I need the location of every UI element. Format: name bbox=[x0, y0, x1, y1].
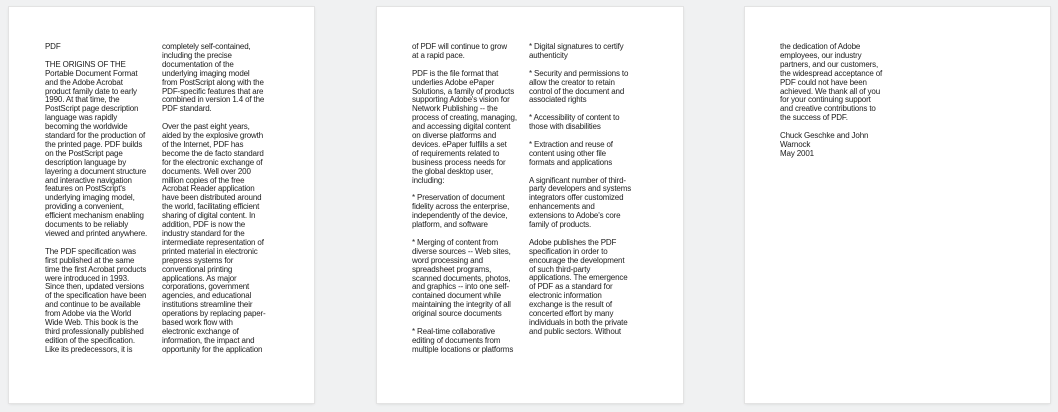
page-2-column-1 bbox=[412, 43, 528, 355]
paragraph: The PDF specification was first published at the same time the first Acrobat products were introduced in 1993. Since then, updated versions of the specification have been and continue to be available from Adobe via the World Wide Web. This book is the third professionally published edition of the specification. Like its predecessors, it is bbox=[45, 246, 147, 354]
paragraph: PDF is the file format that underlies Adobe ePaper Solutions, a family of products supporting Adobe's vision for Network Publishing -- the process of creating, managing, and accessing digital content on diverse platforms and devices. ePaper fulfills a set of requirements related to business process needs for the global desktop user, including: bbox=[412, 68, 517, 185]
paragraph: completely self-contained, including the precise documentation of the underlying imaging model from PostScript along with the PDF-specific features that are combined in version 1.4 of the PDF standard. bbox=[162, 42, 265, 114]
paragraph: the dedication of Adobe employees, our industry partners, and our customers, the widespread acceptance of PDF could not have been achieved. We thank all of you for your continuing support and creative contributions to the success of PDF. bbox=[780, 42, 883, 123]
paragraph: Adobe publishes the PDF specification in order to encourage the development of such third-party applications. The emergence of PDF as a standard for electronic information exchange is the result of concerted effort by many individuals in both the private and public sectors. Without bbox=[529, 237, 628, 336]
bullet-item: * Extraction and reuse of content using other file formats and applications bbox=[529, 139, 613, 167]
paragraph: of PDF will continue to grow at a rapid pace. bbox=[412, 42, 507, 60]
bullet-item: * Merging of content from diverse sources -- Web sites, word processing and spreadsheet programs, scanned documents, photos, and graphics -- into one self- contained document while maintaining the integrity of all original source documents bbox=[412, 237, 511, 319]
bullet-item: * Accessibility of content to those with disabilities bbox=[529, 113, 620, 132]
page-3-column-1 bbox=[780, 43, 898, 159]
paragraph: A significant number of third- party developers and systems integrators offer customized enhancements and extensions to Adobe's core family of products. bbox=[529, 175, 632, 230]
document-page-3 bbox=[745, 7, 1050, 403]
page-1-column-2 bbox=[162, 43, 282, 355]
bullet-item: * Preservation of document fidelity across the enterprise, independently of the device, platform, and software bbox=[412, 193, 510, 230]
signature-block: Chuck Geschke and John Warnock May 2001 bbox=[780, 131, 869, 158]
paragraph: THE ORIGINS OF THE Portable Document Format and the Adobe Acrobat product family date to early 1990. At that time, the PostScript page description language was rapidly becoming the worldwide standard for the production of the printed page. PDF builds on the PostScript page description language by layering a document structure and interactive navigation features on PostScript's underlying imaging model, providing a convenient, efficient mechanism enabling documents to be reliably viewed and printed anywhere. bbox=[45, 59, 148, 239]
document-page-1 bbox=[9, 7, 314, 403]
bullet-item: * Digital signatures to certify authenticity bbox=[529, 42, 624, 60]
paragraph: Over the past eight years, aided by the explosive growth of the Internet, PDF has become the de facto standard for the electronic exchange of documents. Well over 200 million copies of the free Acrobat Reader application have been distributed around the world, facilitating efficient sharing of digital content. In addition, PDF is now the industry standard for the intermediate representation of printed material in electronic prepress systems for conventional printing applications. As major corporations, government agencies, and educational institutions streamline their operations by replacing paper- based work flow with electronic exchange of information, the impact and opportunity for the application bbox=[162, 122, 266, 354]
document-heading: PDF bbox=[45, 42, 61, 51]
document-page-2 bbox=[377, 7, 683, 403]
page-2-column-2 bbox=[529, 43, 647, 337]
page-1-column-1 bbox=[45, 43, 159, 355]
bullet-item: * Real-time collaborative editing of documents from multiple locations or platforms bbox=[412, 326, 514, 354]
bullet-item: * Security and permissions to allow the creator to retain control of the document and associated rights bbox=[529, 68, 629, 105]
